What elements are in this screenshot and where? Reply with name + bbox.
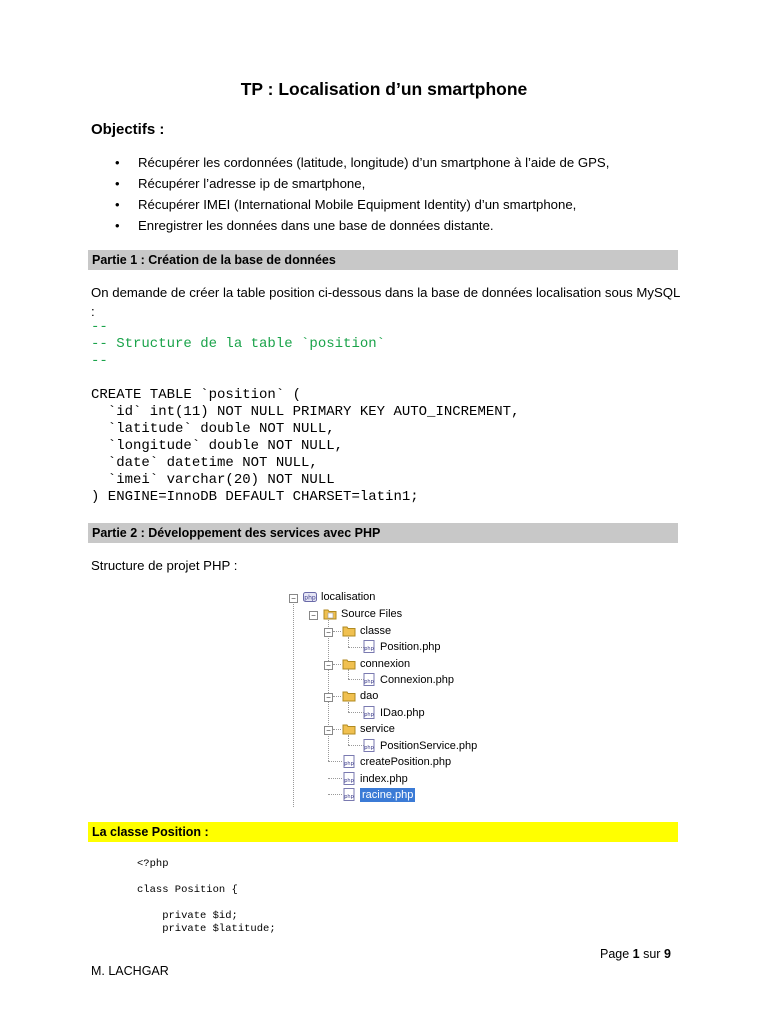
project-tree: − php localisation − Source Files − classe php Position.php − connexion php Connexion.php − dao php IDao.php − service php PositionService.php php createPosition.php php index.php php racine.php — [280, 583, 460, 813]
partie1-intro: On demande de créer la table position ci-dessous dans la base de données localisation sous MySQL : — [91, 285, 680, 319]
document-title: TP : Localisation d’un smartphone — [240, 79, 528, 99]
collapse-toggle[interactable]: − — [309, 611, 318, 620]
sql-comment-line: -- — [91, 319, 108, 335]
partie2-heading: Partie 2 : Développement des services avec PHP — [88, 523, 678, 543]
collapse-toggle[interactable]: − — [324, 628, 333, 637]
tree-line — [293, 597, 294, 807]
list-item: • Récupérer l’adresse ip de smartphone, — [91, 173, 609, 194]
partie2-intro: Structure de projet PHP : — [91, 558, 238, 573]
tree-line — [333, 729, 341, 730]
php-file-icon — [342, 755, 356, 768]
sql-comment-line: -- Structure de la table `position` — [91, 336, 386, 352]
classe-position-heading: La classe Position : — [88, 822, 678, 842]
objectifs-heading: Objectifs : — [91, 121, 165, 138]
php-project-icon — [303, 590, 317, 603]
svg-text:php: php — [344, 778, 354, 784]
php-file-icon — [362, 673, 376, 686]
folder-icon — [342, 722, 356, 735]
collapse-toggle[interactable]: − — [289, 594, 298, 603]
svg-text:php: php — [344, 794, 354, 800]
sql-create-table: CREATE TABLE `position` ( `id` int(11) NOT NULL PRIMARY KEY AUTO_INCREMENT, `latitude` double NOT NULL, `longitude` double NOT NULL, `date` datetime NOT NULL, `imei` varchar(20) NOT NULL ) ENGINE=InnoDB DEFAULT CHARSET=latin1; — [91, 387, 520, 505]
bullet-icon: • — [115, 218, 120, 233]
collapse-toggle[interactable]: − — [324, 661, 333, 670]
svg-text:php: php — [304, 594, 316, 602]
page-number: Page 1 sur 9 — [600, 947, 671, 961]
list-item: • Récupérer IMEI (International Mobile Equipment Identity) d’un smartphone, — [91, 194, 609, 215]
tree-line — [348, 637, 349, 647]
php-file-icon — [362, 739, 376, 752]
tree-line — [333, 696, 341, 697]
sql-comment-line: -- — [91, 353, 108, 369]
php-file-icon — [362, 640, 376, 653]
tree-line — [333, 664, 341, 665]
partie1-heading: Partie 1 : Création de la base de données — [88, 250, 678, 270]
tree-line — [333, 631, 341, 632]
svg-text:php: php — [364, 745, 374, 751]
collapse-toggle[interactable]: − — [324, 693, 333, 702]
bullet-icon: • — [115, 176, 120, 191]
bullet-icon: • — [115, 155, 120, 170]
php-file-icon — [342, 788, 356, 801]
list-item: • Récupérer les cordonnées (latitude, longitude) d’un smartphone à l’aide de GPS, — [91, 152, 609, 173]
folder-icon — [323, 607, 337, 620]
list-item: • Enregistrer les données dans une base de données distante. — [91, 215, 609, 236]
php-file-icon — [342, 772, 356, 785]
author: M. LACHGAR — [91, 964, 169, 978]
tree-line — [328, 761, 342, 762]
php-code-snippet: <?php class Position { private $id; private $latitude; — [137, 858, 276, 935]
svg-text:php: php — [364, 679, 374, 685]
svg-text:php: php — [364, 646, 374, 652]
tree-line — [348, 669, 349, 679]
objectifs-list — [91, 152, 609, 236]
svg-text:php: php — [364, 712, 374, 718]
folder-icon — [342, 689, 356, 702]
tree-line — [328, 794, 342, 795]
svg-text:php: php — [344, 761, 354, 767]
folder-icon — [342, 624, 356, 637]
bullet-icon: • — [115, 197, 120, 212]
php-file-icon — [362, 706, 376, 719]
tree-line — [348, 735, 349, 745]
tree-line — [328, 778, 342, 779]
tree-line — [348, 702, 349, 712]
folder-icon — [342, 657, 356, 670]
collapse-toggle[interactable]: − — [324, 726, 333, 735]
